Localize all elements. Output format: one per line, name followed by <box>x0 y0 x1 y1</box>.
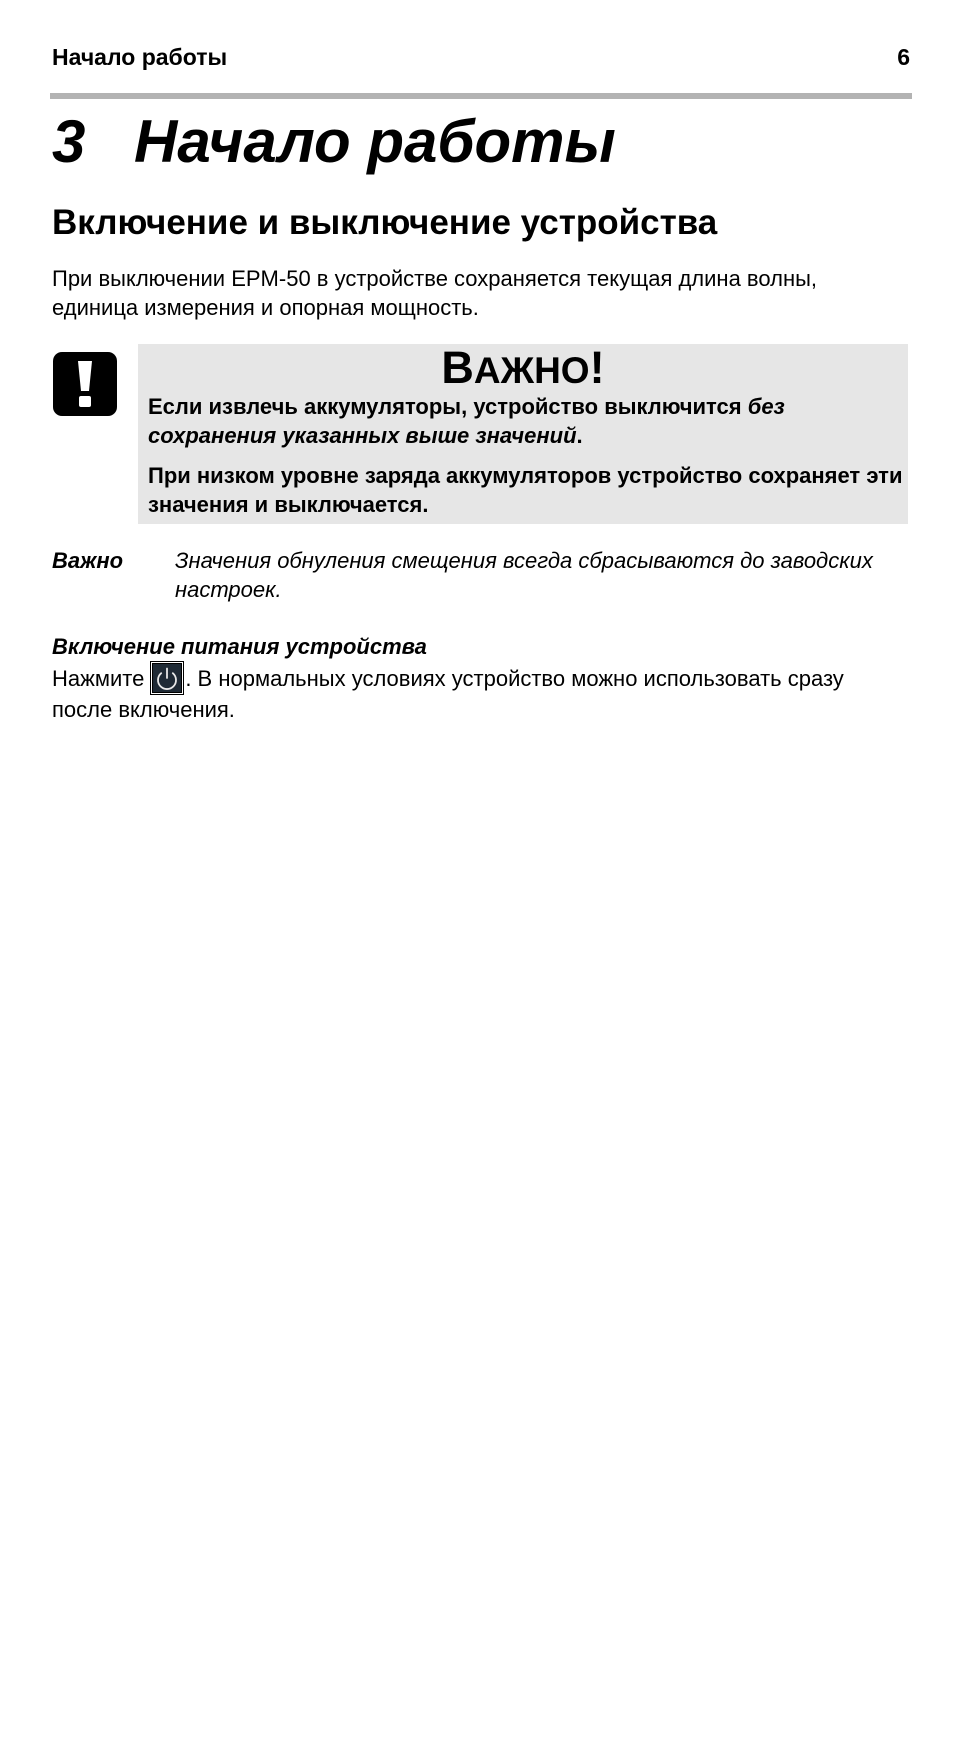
intro-paragraph <box>52 264 910 322</box>
note-text: Значения обнуления смещения всегда сбрасываются до заводских настроек. <box>175 548 873 602</box>
power-on-heading: Включение питания устройства <box>52 634 427 659</box>
important-title-mark: ! <box>589 342 605 393</box>
power-on-paragraph <box>52 661 910 724</box>
important-title <box>138 340 908 399</box>
running-header <box>52 44 910 71</box>
running-header-title: Начало работы <box>52 44 228 70</box>
power-on-before-key: Нажмите <box>52 666 145 691</box>
important-paragraph-2: При низком уровне заряда аккумуляторов устройство сохраняет эти значения и выключается. <box>148 463 903 517</box>
important-title-rest: АЖНО <box>473 350 590 391</box>
chapter-title <box>52 104 616 180</box>
note-label: Важно <box>52 548 124 573</box>
important-paragraph-1 <box>148 392 904 450</box>
important-p1-bold: Если извлечь аккумуляторы, устройство выключится <box>148 394 748 419</box>
page-number: 6 <box>897 44 910 70</box>
chapter-number: 3 <box>52 108 86 175</box>
intro-line-2: единица измерения и опорная мощность. <box>52 295 479 320</box>
header-rule <box>50 93 912 99</box>
important-p1-italic: без сохранения указанных выше значений <box>148 394 785 448</box>
important-exclamation-icon <box>53 352 117 416</box>
chapter-title-text: Начало работы <box>134 108 616 175</box>
intro-line-1: При выключении EPM-50 в устройстве сохраняется текущая длина волны, <box>52 266 818 291</box>
power-on-after-key: . В нормальных условиях устройство можно использовать сразу после включения. <box>52 666 844 722</box>
section-title: Включение и выключение устройства <box>52 203 718 242</box>
power-button-icon <box>150 661 184 695</box>
important-p1-end: . <box>576 423 583 448</box>
important-title-first: В <box>441 342 474 393</box>
